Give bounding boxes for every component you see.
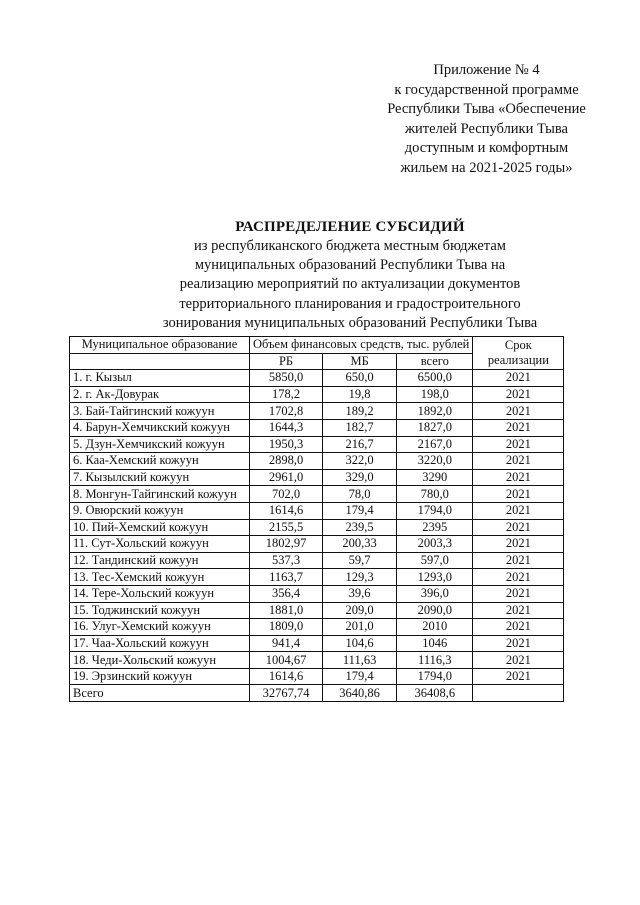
table-row (70, 502, 564, 519)
cell-mb: 650,0 (323, 370, 397, 387)
cell-rb: 1950,3 (250, 436, 323, 453)
cell-name: 6. Каа-Хемский кожуун (70, 453, 250, 470)
header-municipality: Муниципальное образование (70, 337, 250, 354)
cell-name: 16. Улуг-Хемский кожуун (70, 619, 250, 636)
cell-total: 2010 (397, 619, 473, 636)
cell-year: 2021 (473, 602, 564, 619)
cell-total: 780,0 (397, 486, 473, 503)
cell-mb: 179,4 (323, 668, 397, 685)
cell-rb: 2155,5 (250, 519, 323, 536)
cell-total: 2003,3 (397, 536, 473, 553)
cell-mb: 179,4 (323, 502, 397, 519)
cell-total: 3220,0 (397, 453, 473, 470)
cell-rb: 1614,6 (250, 668, 323, 685)
cell-mb: 3640,86 (323, 685, 397, 702)
cell-mb: 329,0 (323, 469, 397, 486)
cell-total: 2090,0 (397, 602, 473, 619)
cell-rb: 1004,67 (250, 652, 323, 669)
table-row (70, 585, 564, 602)
cell-year: 2021 (473, 403, 564, 420)
cell-rb: 537,3 (250, 552, 323, 569)
cell-total: 1794,0 (397, 668, 473, 685)
cell-total: 6500,0 (397, 370, 473, 387)
cell-rb: 1802,97 (250, 536, 323, 553)
cell-year: 2021 (473, 652, 564, 669)
cell-mb: 322,0 (323, 453, 397, 470)
cell-year: 2021 (473, 519, 564, 536)
cell-mb: 19,8 (323, 386, 397, 403)
cell-name: 18. Чеди-Хольский кожуун (70, 652, 250, 669)
header-blank (70, 353, 250, 370)
cell-mb: 201,0 (323, 619, 397, 636)
table-row (70, 519, 564, 536)
cell-name: 17. Чаа-Хольский кожуун (70, 635, 250, 652)
cell-mb: 39,6 (323, 585, 397, 602)
cell-year: 2021 (473, 370, 564, 387)
cell-rb: 702,0 (250, 486, 323, 503)
subtitle-line: территориального планирования и градостроительного (179, 295, 521, 312)
cell-year: 2021 (473, 536, 564, 553)
subtitle-line: из республиканского бюджета местным бюджетам (194, 238, 506, 254)
cell-name: 2. г. Ак-Довурак (70, 386, 250, 403)
cell-rb: 1644,3 (250, 419, 323, 436)
cell-year: 2021 (473, 552, 564, 569)
cell-year: 2021 (473, 569, 564, 586)
cell-total: 1046 (397, 635, 473, 652)
cell-total: 597,0 (397, 552, 473, 569)
cell-name: 8. Монгун-Тайгинский кожуун (70, 486, 250, 503)
document-title: РАСПРЕДЕЛЕНИЕ СУБСИДИЙ (235, 219, 465, 235)
table-row (70, 370, 564, 387)
cell-mb: 200,33 (323, 536, 397, 553)
cell-mb: 104,6 (323, 635, 397, 652)
cell-mb: 216,7 (323, 436, 397, 453)
cell-mb: 189,2 (323, 403, 397, 420)
cell-name: 9. Овюрский кожуун (70, 502, 250, 519)
header-period: Срок реализации (473, 337, 564, 370)
cell-name: 14. Тере-Хольский кожуун (70, 585, 250, 602)
appendix-line: доступным и комфортным (404, 140, 569, 156)
cell-total: 36408,6 (397, 685, 473, 702)
appendix-note (360, 61, 613, 178)
cell-rb: 941,4 (250, 635, 323, 652)
table-row (70, 469, 564, 486)
cell-name: 19. Эрзинский кожуун (70, 668, 250, 685)
table-row (70, 552, 564, 569)
cell-name: 4. Барун-Хемчикский кожуун (70, 419, 250, 436)
table-row (70, 619, 564, 636)
cell-year (473, 685, 564, 702)
cell-year: 2021 (473, 619, 564, 636)
cell-total: 1794,0 (397, 502, 473, 519)
cell-year: 2021 (473, 436, 564, 453)
cell-mb: 59,7 (323, 552, 397, 569)
cell-rb: 1809,0 (250, 619, 323, 636)
cell-name: 11. Сут-Хольский кожуун (70, 536, 250, 553)
cell-year: 2021 (473, 419, 564, 436)
cell-rb: 178,2 (250, 386, 323, 403)
table-row (70, 668, 564, 685)
header-total: всего (397, 353, 473, 370)
header-funding: Объем финансовых средств, тыс. рублей (250, 337, 473, 354)
cell-rb: 2898,0 (250, 453, 323, 470)
cell-year: 2021 (473, 668, 564, 685)
cell-year: 2021 (473, 635, 564, 652)
cell-name: 15. Тоджинский кожуун (70, 602, 250, 619)
cell-mb: 209,0 (323, 602, 397, 619)
table-row (70, 536, 564, 553)
cell-total: 1892,0 (397, 403, 473, 420)
cell-year: 2021 (473, 453, 564, 470)
cell-total: 396,0 (397, 585, 473, 602)
appendix-line: к государственной программе (394, 81, 579, 98)
header-rb: РБ (250, 353, 323, 370)
table-row (70, 635, 564, 652)
subtitle-line: реализацию мероприятий по актуализации документов (179, 276, 521, 293)
document-heading (140, 218, 560, 333)
cell-year: 2021 (473, 469, 564, 486)
table-row (70, 486, 564, 503)
table-header-row (70, 337, 564, 354)
cell-rb: 5850,0 (250, 370, 323, 387)
cell-name: 10. Пий-Хемский кожуун (70, 519, 250, 536)
cell-name: 7. Кызылский кожуун (70, 469, 250, 486)
cell-rb: 1881,0 (250, 602, 323, 619)
appendix-line: Республики Тыва «Обеспечение (387, 101, 586, 117)
cell-year: 2021 (473, 486, 564, 503)
cell-year: 2021 (473, 585, 564, 602)
table-total-row (70, 685, 564, 702)
subsidy-table (69, 336, 564, 702)
cell-rb: 2961,0 (250, 469, 323, 486)
header-mb: МБ (323, 353, 397, 370)
cell-total: 1293,0 (397, 569, 473, 586)
cell-total: 1827,0 (397, 419, 473, 436)
cell-total: 198,0 (397, 386, 473, 403)
subtitle-line: зонирования муниципальных образований Республики Тыва (162, 314, 538, 331)
cell-name: 1. г. Кызыл (70, 370, 250, 387)
cell-mb: 239,5 (323, 519, 397, 536)
cell-mb: 78,0 (323, 486, 397, 503)
table-row (70, 419, 564, 436)
cell-name: 12. Тандинский кожуун (70, 552, 250, 569)
table-row (70, 602, 564, 619)
table-row (70, 386, 564, 403)
table-row (70, 436, 564, 453)
cell-total: 1116,3 (397, 652, 473, 669)
cell-name: 5. Дзун-Хемчикский кожуун (70, 436, 250, 453)
cell-name: 13. Тес-Хемский кожуун (70, 569, 250, 586)
cell-total: 2395 (397, 519, 473, 536)
table-row (70, 453, 564, 470)
cell-rb: 32767,74 (250, 685, 323, 702)
cell-rb: 1614,6 (250, 502, 323, 519)
cell-name: 3. Бай-Тайгинский кожуун (70, 403, 250, 420)
cell-mb: 111,63 (323, 652, 397, 669)
cell-total: 2167,0 (397, 436, 473, 453)
appendix-line: Приложение № 4 (433, 62, 540, 78)
document-subtitle (140, 237, 560, 333)
table-row (70, 403, 564, 420)
cell-rb: 1702,8 (250, 403, 323, 420)
cell-year: 2021 (473, 502, 564, 519)
appendix-line: жителей Республики Тыва (405, 120, 568, 137)
cell-rb: 1163,7 (250, 569, 323, 586)
table-body (70, 370, 564, 702)
cell-year: 2021 (473, 386, 564, 403)
cell-name: Всего (70, 685, 250, 702)
subtitle-line: муниципальных образований Республики Тыва на (194, 257, 506, 274)
cell-rb: 356,4 (250, 585, 323, 602)
cell-mb: 182,7 (323, 419, 397, 436)
appendix-line: жильем на 2021-2025 годы» (400, 159, 573, 176)
table-row (70, 652, 564, 669)
table-row (70, 569, 564, 586)
cell-total: 3290 (397, 469, 473, 486)
cell-mb: 129,3 (323, 569, 397, 586)
